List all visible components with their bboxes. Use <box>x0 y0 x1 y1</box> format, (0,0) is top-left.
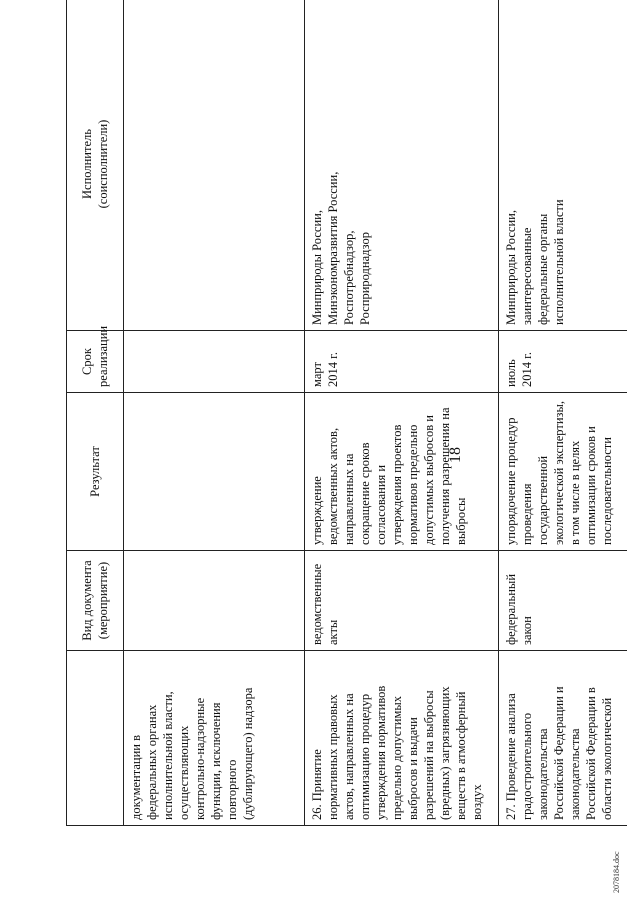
doc-type-cell <box>124 551 305 651</box>
header-activity <box>67 651 124 826</box>
activity-cell: документации в федеральных органах исполнительной власти, осуществляющих контрольно-надзорные функции, исключения повторного (дублирующего) надзора <box>124 651 305 826</box>
header-term: Срок реализации <box>67 331 124 393</box>
action-plan-table <box>66 0 627 826</box>
executor-cell: Минприроды России, Минэкономразвития России, Роспотребнадзор, Росприроднадзор <box>305 0 499 331</box>
executor-cell <box>124 0 305 331</box>
table-header-row <box>67 0 124 826</box>
doc-type-cell: ведомственные акты <box>305 551 499 651</box>
result-cell <box>124 393 305 551</box>
activity-cell: 27. Проведение анализа градостроительного законодательства Российской Федерации и законодательства Российской Федерации в области экологической <box>499 651 628 826</box>
table-row <box>305 0 499 826</box>
page-number: 18 <box>447 447 464 463</box>
result-cell: упорядочение процедур проведения государственной экологической экспертизы, в том числе в целях оптимизации сроков и последовательности <box>499 393 628 551</box>
term-cell <box>124 331 305 393</box>
term-cell: март 2014 г. <box>305 331 499 393</box>
activity-cell: 26. Принятие нормативных правовых актов, направленных на оптимизацию процедур утверждения нормативов предельно допустимых выбросов и выдачи разрешений на выбросы (вредных) загрязняющих веществ в атмосферный воздух <box>305 651 499 826</box>
footer-filename: 2078184.doc <box>612 851 621 893</box>
result-cell: утверждение ведомственных актов, направленных на сокращение сроков согласования и утверждения проектов нормативов предельно допустимых выбросов и получения разрешения на выбросы <box>305 393 499 551</box>
table-row <box>499 0 628 826</box>
header-result: Результат <box>67 393 124 551</box>
table-row <box>124 0 305 826</box>
term-cell: июль 2014 г. <box>499 331 628 393</box>
doc-type-cell: федеральный закон <box>499 551 628 651</box>
header-executor: Исполнитель (соисполнители) <box>67 0 124 331</box>
executor-cell: Минприроды России, заинтересованные федеральные органы исполнительной власти <box>499 0 628 331</box>
header-doc-type: Вид документа (мероприятие) <box>67 551 124 651</box>
